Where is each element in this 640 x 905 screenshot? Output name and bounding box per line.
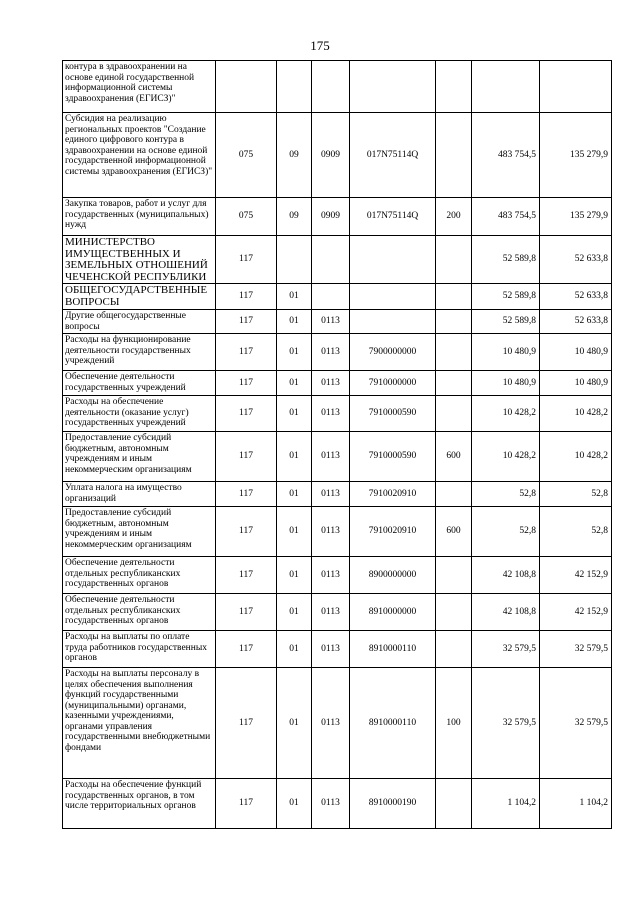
- cell-y2: 10 480,9: [540, 371, 612, 396]
- cell-y2: 1 104,2: [540, 779, 612, 829]
- cell-y2: 42 152,9: [540, 594, 612, 631]
- cell-y2: 135 279,9: [540, 198, 612, 236]
- cell-pr: [312, 61, 350, 113]
- cell-pr: [312, 236, 350, 284]
- table-row: [63, 668, 612, 779]
- cell-rz: 09: [277, 198, 312, 236]
- cell-rz: 01: [277, 779, 312, 829]
- cell-csr: 017N75114Q: [350, 198, 436, 236]
- cell-name: Расходы на обеспечение функций государственных органов, в том числе территориальных органов: [63, 779, 216, 829]
- cell-name: контура в здравоохранении на основе единой государственной информационной системы здравоохранения (ЕГИСЗ)": [63, 61, 216, 113]
- cell-name: Обеспечение деятельности отдельных республиканских государственных органов: [63, 557, 216, 594]
- cell-name: Расходы на обеспечение деятельности (оказание услуг) государственных учреждений: [63, 396, 216, 432]
- cell-ved: 117: [216, 507, 277, 557]
- cell-y2: 32 579,5: [540, 668, 612, 779]
- cell-ved: [216, 61, 277, 113]
- cell-vr: 100: [436, 668, 472, 779]
- cell-y2: [540, 61, 612, 113]
- table-row: [63, 113, 612, 198]
- cell-ved: 117: [216, 284, 277, 310]
- cell-rz: 01: [277, 396, 312, 432]
- cell-csr: 7910000590: [350, 432, 436, 482]
- cell-vr: [436, 236, 472, 284]
- cell-y1: 32 579,5: [472, 631, 540, 668]
- cell-ved: 117: [216, 396, 277, 432]
- table-row: [63, 507, 612, 557]
- cell-name: Закупка товаров, работ и услуг для государственных (муниципальных) нужд: [63, 198, 216, 236]
- table-row: [63, 371, 612, 396]
- cell-ved: 075: [216, 198, 277, 236]
- cell-rz: 01: [277, 507, 312, 557]
- cell-rz: 01: [277, 482, 312, 507]
- cell-rz: 01: [277, 631, 312, 668]
- table-row: [63, 198, 612, 236]
- cell-name: Расходы на выплаты персоналу в целях обеспечения выполнения функций государственными (муниципальными) органами, казенными учреждениями, органами управления государственными внебюджетными фондами: [63, 668, 216, 779]
- cell-vr: [436, 396, 472, 432]
- cell-vr: 600: [436, 507, 472, 557]
- table-row: [63, 557, 612, 594]
- table-row: [63, 432, 612, 482]
- cell-ved: 117: [216, 371, 277, 396]
- cell-pr: 0113: [312, 396, 350, 432]
- cell-rz: 01: [277, 594, 312, 631]
- cell-rz: [277, 61, 312, 113]
- cell-pr: 0113: [312, 432, 350, 482]
- cell-y2: 135 279,9: [540, 113, 612, 198]
- cell-name: ОБЩЕГОСУДАРСТВЕННЫЕ ВОПРОСЫ: [63, 284, 216, 310]
- cell-pr: [312, 284, 350, 310]
- cell-ved: 117: [216, 432, 277, 482]
- cell-name: Предоставление субсидий бюджетным, автономным учреждениям и иным некоммерческим организациям: [63, 507, 216, 557]
- cell-ved: 117: [216, 236, 277, 284]
- table-row: [63, 284, 612, 310]
- cell-y2: 52,8: [540, 507, 612, 557]
- cell-y1: 10 480,9: [472, 371, 540, 396]
- table-row: [63, 631, 612, 668]
- table-row: [63, 594, 612, 631]
- cell-name: Расходы на выплаты по оплате труда работников государственных органов: [63, 631, 216, 668]
- cell-vr: [436, 631, 472, 668]
- cell-vr: [436, 371, 472, 396]
- cell-csr: [350, 284, 436, 310]
- cell-rz: [277, 236, 312, 284]
- cell-csr: [350, 61, 436, 113]
- page-number: 175: [310, 38, 330, 53]
- cell-y2: 52,8: [540, 482, 612, 507]
- cell-csr: 7910000590: [350, 396, 436, 432]
- cell-rz: 01: [277, 371, 312, 396]
- cell-name: МИНИСТЕРСТВО ИМУЩЕСТВЕННЫХ И ЗЕМЕЛЬНЫХ ОТНОШЕНИЙ ЧЕЧЕНСКОЙ РЕСПУБЛИКИ: [63, 236, 216, 284]
- cell-y1: 483 754,5: [472, 198, 540, 236]
- cell-pr: 0113: [312, 668, 350, 779]
- cell-y1: 1 104,2: [472, 779, 540, 829]
- cell-rz: 01: [277, 334, 312, 371]
- cell-rz: 01: [277, 668, 312, 779]
- cell-csr: 7900000000: [350, 334, 436, 371]
- table-row: [63, 310, 612, 334]
- cell-name: Обеспечение деятельности отдельных республиканских государственных органов: [63, 594, 216, 631]
- cell-vr: [436, 334, 472, 371]
- cell-pr: 0113: [312, 482, 350, 507]
- cell-pr: 0113: [312, 557, 350, 594]
- cell-pr: 0113: [312, 631, 350, 668]
- cell-y1: 52,8: [472, 482, 540, 507]
- cell-ved: 117: [216, 557, 277, 594]
- cell-csr: 7910020910: [350, 482, 436, 507]
- cell-y2: 52 633,8: [540, 236, 612, 284]
- cell-pr: 0113: [312, 594, 350, 631]
- cell-pr: 0909: [312, 198, 350, 236]
- cell-vr: [436, 594, 472, 631]
- cell-y2: 10 428,2: [540, 432, 612, 482]
- cell-csr: [350, 310, 436, 334]
- cell-name: Предоставление субсидий бюджетным, автономным учреждениям и иным некоммерческим организациям: [63, 432, 216, 482]
- cell-vr: [436, 61, 472, 113]
- cell-y1: 52,8: [472, 507, 540, 557]
- cell-vr: [436, 113, 472, 198]
- cell-rz: 01: [277, 284, 312, 310]
- cell-vr: [436, 310, 472, 334]
- cell-y1: 10 480,9: [472, 334, 540, 371]
- cell-pr: 0113: [312, 507, 350, 557]
- table-body: [63, 61, 612, 829]
- cell-csr: 8910000000: [350, 594, 436, 631]
- cell-y1: 52 589,8: [472, 236, 540, 284]
- cell-ved: 117: [216, 310, 277, 334]
- table-row: [63, 236, 612, 284]
- cell-pr: 0113: [312, 310, 350, 334]
- cell-y1: 483 754,5: [472, 113, 540, 198]
- cell-rz: 01: [277, 432, 312, 482]
- cell-pr: 0113: [312, 334, 350, 371]
- cell-y1: 10 428,2: [472, 432, 540, 482]
- cell-csr: 8910000110: [350, 668, 436, 779]
- cell-pr: 0113: [312, 779, 350, 829]
- cell-csr: 8900000000: [350, 557, 436, 594]
- cell-pr: 0909: [312, 113, 350, 198]
- cell-csr: 017N75114Q: [350, 113, 436, 198]
- cell-ved: 117: [216, 334, 277, 371]
- cell-ved: 075: [216, 113, 277, 198]
- cell-y1: 42 108,8: [472, 594, 540, 631]
- cell-name: Расходы на функционирование деятельности государственных учреждений: [63, 334, 216, 371]
- cell-vr: [436, 482, 472, 507]
- cell-vr: [436, 779, 472, 829]
- cell-pr: 0113: [312, 371, 350, 396]
- cell-y1: [472, 61, 540, 113]
- cell-name: Обеспечение деятельности государственных учреждений: [63, 371, 216, 396]
- cell-vr: 200: [436, 198, 472, 236]
- cell-rz: 01: [277, 310, 312, 334]
- cell-vr: [436, 284, 472, 310]
- cell-y2: 52 633,8: [540, 310, 612, 334]
- cell-csr: 8910000190: [350, 779, 436, 829]
- table-row: [63, 334, 612, 371]
- cell-y1: 10 428,2: [472, 396, 540, 432]
- cell-rz: 09: [277, 113, 312, 198]
- cell-name: Уплата налога на имущество организаций: [63, 482, 216, 507]
- cell-csr: 7910000000: [350, 371, 436, 396]
- table-row: [63, 779, 612, 829]
- cell-ved: 117: [216, 594, 277, 631]
- table-row: [63, 61, 612, 113]
- cell-csr: 7910020910: [350, 507, 436, 557]
- cell-vr: [436, 557, 472, 594]
- cell-y1: 32 579,5: [472, 668, 540, 779]
- cell-y1: 52 589,8: [472, 310, 540, 334]
- cell-y1: 52 589,8: [472, 284, 540, 310]
- cell-ved: 117: [216, 668, 277, 779]
- cell-y1: 42 108,8: [472, 557, 540, 594]
- budget-table: [62, 60, 612, 829]
- cell-y2: 32 579,5: [540, 631, 612, 668]
- cell-y2: 10 428,2: [540, 396, 612, 432]
- cell-ved: 117: [216, 631, 277, 668]
- cell-vr: 600: [436, 432, 472, 482]
- cell-y2: 52 633,8: [540, 284, 612, 310]
- cell-rz: 01: [277, 557, 312, 594]
- cell-csr: 8910000110: [350, 631, 436, 668]
- table-row: [63, 396, 612, 432]
- table-row: [63, 482, 612, 507]
- cell-ved: 117: [216, 482, 277, 507]
- cell-csr: [350, 236, 436, 284]
- cell-y2: 42 152,9: [540, 557, 612, 594]
- cell-name: Другие общегосударственные вопросы: [63, 310, 216, 334]
- cell-y2: 10 480,9: [540, 334, 612, 371]
- cell-ved: 117: [216, 779, 277, 829]
- cell-name: Субсидия на реализацию региональных проектов "Создание единого цифрового контура в здравоохранении на основе единой государственной информационной системы здравоохранения (ЕГИСЗ)": [63, 113, 216, 198]
